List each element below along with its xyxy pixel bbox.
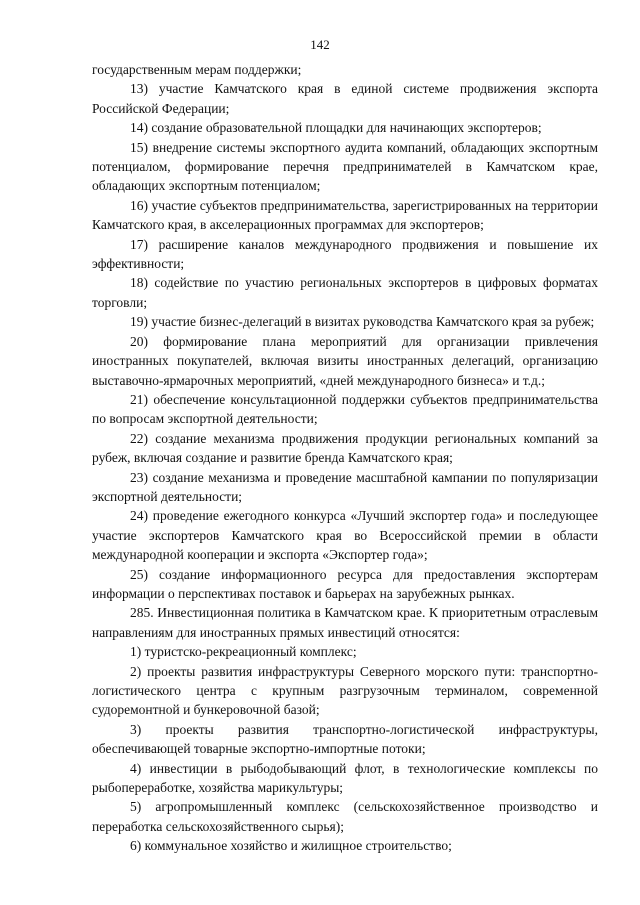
document-body [92, 60, 598, 856]
section-285-paragraph: 285. Инвестиционная политика в Камчатском крае. К приоритетным отраслевым направлениям для иностранных прямых инвестиций относятся: [92, 605, 598, 640]
list-item-20: 20) формирование плана мероприятий для организации привлечения иностранных покупателей, включая визиты иностранных делегаций, организацию выставочно-ярмарочных мероприятий, «дней международного бизнеса» и т.д.; [92, 333, 598, 388]
list-item-16: 16) участие субъектов предпринимательства, зарегистрированных на территории Камчатского края, в акселерационных программах для экспортеров; [92, 197, 598, 233]
list-item-18: 18) содействие по участию региональных экспортеров в цифровых форматах торговли; [92, 275, 598, 310]
list-item-13: 13) участие Камчатского края в единой системе продвижения экспорта Российской Федерации; [92, 81, 598, 116]
list-item-23: 23) создание механизма и проведение масштабной кампании по популяризации экспортной деятельности; [92, 469, 598, 504]
list-item-3: 3) проекты развития транспортно-логистической инфраструктуры, обеспечивающей товарные экспортно-импортные потоки; [92, 721, 598, 757]
list-item-15: 15) внедрение системы экспортного аудита компаний, обладающих экспортным потенциалом, формирование перечня предпринимателей в Камчатском крае, обладающих экспортным потенциалом; [92, 139, 598, 194]
list-item-17: 17) расширение каналов международного продвижения и повышение их эффективности; [92, 236, 598, 272]
list-item-2: 2) проекты развития инфраструктуры Северного морского пути: транспортно-логистического центра с крупным разгрузочным терминалом, современной судоремонтной и бункеровочной базой; [92, 663, 598, 718]
paragraph: государственным мерам поддержки; [92, 62, 302, 77]
list-item-22: 22) создание механизма продвижения продукции региональных компаний за рубеж, включая создание и развитие бренда Камчатского края; [92, 430, 598, 466]
page-number: 142 [310, 37, 330, 52]
list-item-4: 4) инвестиции в рыбодобывающий флот, в технологические комплексы по рыбопереработке, хозяйства марикультуры; [92, 760, 598, 796]
list-item-19: 19) участие бизнес-делегаций в визитах руководства Камчатского края за рубеж; [130, 314, 595, 330]
list-item-14: 14) создание образовательной площадки для начинающих экспортеров; [130, 120, 542, 136]
list-item-1: 1) туристско-рекреационный комплекс; [130, 644, 357, 660]
list-item-25: 25) создание информационного ресурса для предоставления экспортерам информации о перспективах поставок и барьерах на зарубежных рынках. [92, 566, 598, 601]
list-item-21: 21) обеспечение консультационной поддержки субъектов предпринимательства по вопросам экспортной деятельности; [92, 391, 598, 427]
list-item-5: 5) агропромышленный комплекс (сельскохозяйственное производство и переработка сельскохозяйственного сырья); [92, 799, 598, 834]
list-item-6: 6) коммунальное хозяйство и жилищное строительство; [130, 838, 452, 854]
list-item-24: 24) проведение ежегодного конкурса «Лучший экспортер года» и последующее участие экспортеров Камчатского края во Всероссийской премии в области международной кооперации и экспорта «Экспортер года»; [92, 508, 598, 563]
